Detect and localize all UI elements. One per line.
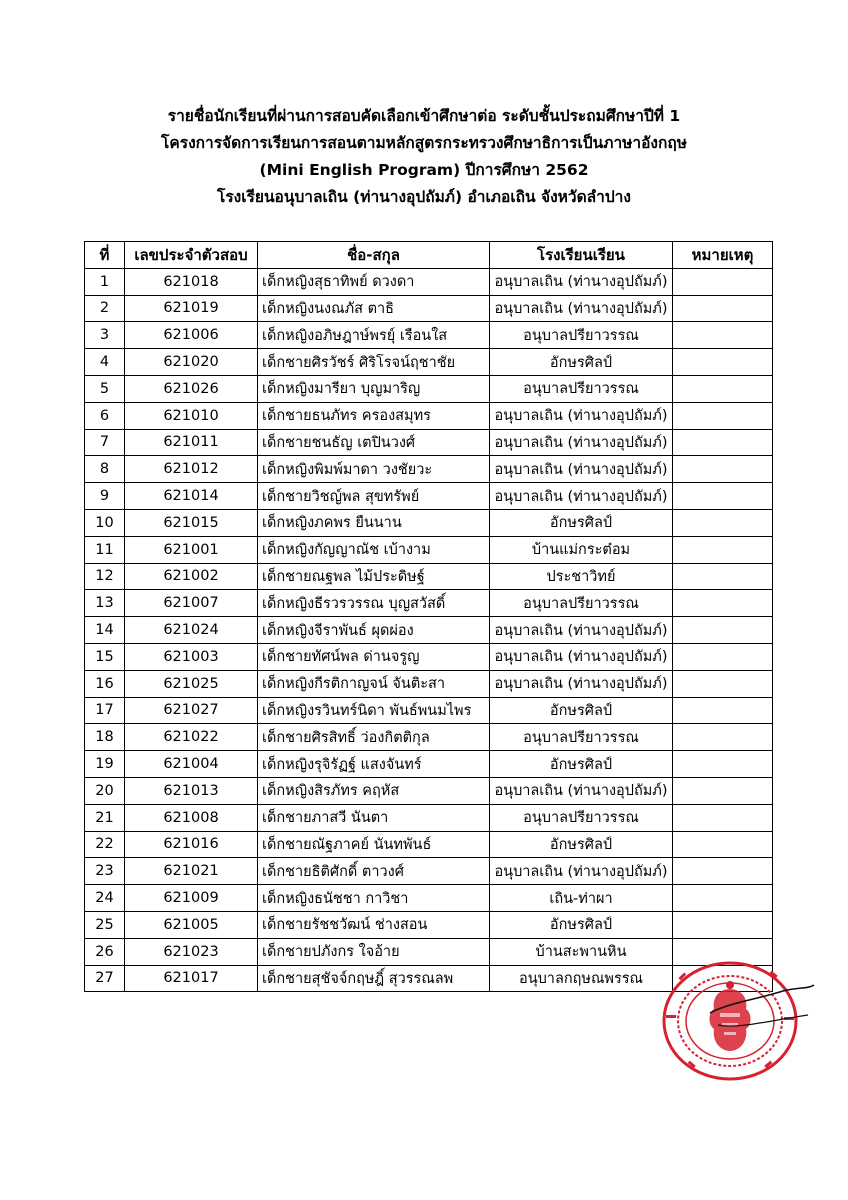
col-header-no: ที่	[85, 242, 125, 269]
row-exam-id: 621013	[125, 777, 258, 804]
table-row	[85, 911, 773, 938]
row-school: อนุบาลเถิน (ท่านางอุปถัมภ์)	[490, 643, 673, 670]
row-student-name: เด็กหญิงธนัชชา กาวิชา	[258, 885, 490, 912]
row-note	[673, 697, 773, 724]
row-number: 26	[85, 938, 125, 965]
row-student-name: เด็กชายภาสวี นันตา	[258, 804, 490, 831]
row-note	[673, 804, 773, 831]
table-row	[85, 456, 773, 483]
row-student-name: เด็กชายณัฐภาคย์ นันทพันธ์	[258, 831, 490, 858]
table-row	[85, 509, 773, 536]
row-student-name: เด็กหญิงสุธาทิพย์ ดวงดา	[258, 268, 490, 295]
row-student-name: เด็กชายศิรสิทธิ์ ว่องกิตติกุล	[258, 724, 490, 751]
row-exam-id: 621020	[125, 349, 258, 376]
row-school: อักษรศิลป์	[490, 911, 673, 938]
row-note	[673, 777, 773, 804]
row-exam-id: 621014	[125, 483, 258, 510]
row-note	[673, 831, 773, 858]
row-school: อนุบาลเถิน (ท่านางอุปถัมภ์)	[490, 402, 673, 429]
row-school: ประชาวิทย์	[490, 563, 673, 590]
row-exam-id: 621021	[125, 858, 258, 885]
seal-image	[658, 955, 818, 1090]
row-number: 24	[85, 885, 125, 912]
row-student-name: เด็กหญิงรวินทร์นิดา พันธ์พนมไพร	[258, 697, 490, 724]
col-header-name: ชื่อ-สกุล	[258, 242, 490, 269]
row-exam-id: 621024	[125, 617, 258, 644]
row-exam-id: 621026	[125, 375, 258, 402]
row-exam-id: 621019	[125, 295, 258, 322]
table-row	[85, 643, 773, 670]
row-exam-id: 621005	[125, 911, 258, 938]
row-number: 9	[85, 483, 125, 510]
row-student-name: เด็กชายทัศน์พล ด่านจรูญ	[258, 643, 490, 670]
row-note	[673, 536, 773, 563]
row-exam-id: 621018	[125, 268, 258, 295]
row-school: อักษรศิลป์	[490, 349, 673, 376]
row-number: 6	[85, 402, 125, 429]
table-row	[85, 429, 773, 456]
row-student-name: เด็กหญิงนงณภัส ตาธิ	[258, 295, 490, 322]
table-body	[85, 268, 773, 992]
table-row	[85, 483, 773, 510]
row-school: อนุบาลเถิน (ท่านางอุปถัมภ์)	[490, 858, 673, 885]
row-exam-id: 621008	[125, 804, 258, 831]
table-row	[85, 885, 773, 912]
row-number: 13	[85, 590, 125, 617]
row-number: 1	[85, 268, 125, 295]
row-number: 11	[85, 536, 125, 563]
table-row	[85, 670, 773, 697]
row-school: อนุบาลปรียาวรรณ	[490, 804, 673, 831]
row-note	[673, 643, 773, 670]
row-exam-id: 621004	[125, 751, 258, 778]
row-number: 10	[85, 509, 125, 536]
row-student-name: เด็กหญิงธีรวรวรรณ บุญสวัสดิ์	[258, 590, 490, 617]
row-school: อนุบาลปรียาวรรณ	[490, 590, 673, 617]
row-note	[673, 590, 773, 617]
row-school: บ้านสะพานหิน	[490, 938, 673, 965]
row-student-name: เด็กหญิงสิรภัทร คฤหัส	[258, 777, 490, 804]
col-header-exam-id: เลขประจำตัวสอบ	[125, 242, 258, 269]
row-school: อนุบาลเถิน (ท่านางอุปถัมภ์)	[490, 617, 673, 644]
row-school: อักษรศิลป์	[490, 751, 673, 778]
row-student-name: เด็กชายสุชัจจ์กฤษฎิ์ สุวรรณลพ	[258, 965, 490, 992]
row-school: อักษรศิลป์	[490, 509, 673, 536]
row-note	[673, 911, 773, 938]
row-number: 15	[85, 643, 125, 670]
row-exam-id: 621001	[125, 536, 258, 563]
table-row	[85, 536, 773, 563]
row-number: 23	[85, 858, 125, 885]
row-student-name: เด็กชายรัชชวัฒน์ ช่างสอน	[258, 911, 490, 938]
row-exam-id: 621025	[125, 670, 258, 697]
student-roster-table	[84, 241, 773, 992]
row-student-name: เด็กหญิงจีราพันธ์ ผุดผ่อง	[258, 617, 490, 644]
row-student-name: เด็กหญิงกีรติกาญจน์ จันติะสา	[258, 670, 490, 697]
row-school: อนุบาลกฤษณพรรณ	[490, 965, 673, 992]
row-note	[673, 322, 773, 349]
row-school: อักษรศิลป์	[490, 697, 673, 724]
table-row	[85, 268, 773, 295]
table-row	[85, 295, 773, 322]
table-row	[85, 697, 773, 724]
row-number: 5	[85, 375, 125, 402]
col-header-school: โรงเรียนเรียน	[490, 242, 673, 269]
table-row	[85, 563, 773, 590]
title-line-1: รายชื่อนักเรียนที่ผ่านการสอบคัดเลือกเข้าศึกษาต่อ ระดับชั้นประถมศึกษาปีที่ 1	[167, 107, 681, 125]
row-note	[673, 402, 773, 429]
table-row	[85, 349, 773, 376]
row-note	[673, 509, 773, 536]
row-number: 20	[85, 777, 125, 804]
table-row	[85, 322, 773, 349]
row-school: อนุบาลปรียาวรรณ	[490, 375, 673, 402]
table-header	[85, 242, 773, 269]
row-note	[673, 858, 773, 885]
row-exam-id: 621022	[125, 724, 258, 751]
row-note	[673, 295, 773, 322]
row-school: บ้านแม่กระต๋อม	[490, 536, 673, 563]
row-student-name: เด็กชายธนภัทร ครองสมุทร	[258, 402, 490, 429]
row-student-name: เด็กชายธิติศักดิ์ ตาวงศ์	[258, 858, 490, 885]
row-student-name: เด็กหญิงรุจิรัฏฐ์ แสงจันทร์	[258, 751, 490, 778]
school-seal-stamp	[658, 955, 818, 1090]
row-note	[673, 268, 773, 295]
row-exam-id: 621016	[125, 831, 258, 858]
row-exam-id: 621015	[125, 509, 258, 536]
row-student-name: เด็กชายชนธัญ เตปินวงศ์	[258, 429, 490, 456]
table-row	[85, 724, 773, 751]
row-exam-id: 621009	[125, 885, 258, 912]
row-number: 21	[85, 804, 125, 831]
table-row	[85, 617, 773, 644]
table-row	[85, 590, 773, 617]
row-note	[673, 483, 773, 510]
row-note	[673, 349, 773, 376]
row-note	[673, 429, 773, 456]
table-row	[85, 751, 773, 778]
row-number: 22	[85, 831, 125, 858]
row-school: อนุบาลเถิน (ท่านางอุปถัมภ์)	[490, 483, 673, 510]
row-exam-id: 621002	[125, 563, 258, 590]
title-line-4: โรงเรียนอนุบาลเถิน (ท่านางอุปถัมภ์) อำเภอเถิน จังหวัดลำปาง	[217, 188, 631, 206]
row-student-name: เด็กหญิงพิมพ์มาดา วงชัยวะ	[258, 456, 490, 483]
row-number: 14	[85, 617, 125, 644]
row-exam-id: 621011	[125, 429, 258, 456]
row-number: 4	[85, 349, 125, 376]
row-exam-id: 621007	[125, 590, 258, 617]
row-student-name: เด็กชายวิชญ์พล สุขทรัพย์	[258, 483, 490, 510]
row-school: อักษรศิลป์	[490, 831, 673, 858]
row-number: 8	[85, 456, 125, 483]
row-school: เถิน-ท่าผา	[490, 885, 673, 912]
document-header	[0, 103, 848, 211]
row-school: อนุบาลเถิน (ท่านางอุปถัมภ์)	[490, 268, 673, 295]
row-student-name: เด็กหญิงมารียา บุญมาริญ	[258, 375, 490, 402]
row-student-name: เด็กหญิงอภิษฎาษ์พรยุ์ เรือนใส	[258, 322, 490, 349]
row-student-name: เด็กชายปภังกร ใจอ้าย	[258, 938, 490, 965]
row-school: อนุบาลเถิน (ท่านางอุปถัมภ์)	[490, 295, 673, 322]
row-exam-id: 621010	[125, 402, 258, 429]
row-note	[673, 885, 773, 912]
row-school: อนุบาลเถิน (ท่านางอุปถัมภ์)	[490, 670, 673, 697]
table-row	[85, 858, 773, 885]
table-row	[85, 777, 773, 804]
row-student-name: เด็กชายศิรวัชร์ ศิริโรจน์ฤชาชัย	[258, 349, 490, 376]
row-number: 18	[85, 724, 125, 751]
row-number: 3	[85, 322, 125, 349]
table-row	[85, 402, 773, 429]
row-exam-id: 621003	[125, 643, 258, 670]
title-line-3: (Mini English Program) ปีการศึกษา 2562	[259, 161, 589, 179]
row-note	[673, 724, 773, 751]
row-number: 7	[85, 429, 125, 456]
row-school: อนุบาลปรียาวรรณ	[490, 322, 673, 349]
row-note	[673, 617, 773, 644]
row-note	[673, 670, 773, 697]
col-header-note: หมายเหตุ	[673, 242, 773, 269]
title-line-2: โครงการจัดการเรียนการสอนตามหลักสูตรกระทรวงศึกษาธิการเป็นภาษาอังกฤษ	[161, 134, 687, 152]
row-exam-id: 621023	[125, 938, 258, 965]
row-school: อนุบาลปรียาวรรณ	[490, 724, 673, 751]
table-row	[85, 831, 773, 858]
row-number: 17	[85, 697, 125, 724]
table-row	[85, 804, 773, 831]
row-student-name: เด็กหญิงภคพร ยืนนาน	[258, 509, 490, 536]
row-note	[673, 563, 773, 590]
row-number: 2	[85, 295, 125, 322]
row-student-name: เด็กหญิงกัญญาณัช เบ้างาม	[258, 536, 490, 563]
row-number: 12	[85, 563, 125, 590]
row-number: 19	[85, 751, 125, 778]
row-exam-id: 621027	[125, 697, 258, 724]
row-note	[673, 375, 773, 402]
row-exam-id: 621012	[125, 456, 258, 483]
row-school: อนุบาลเถิน (ท่านางอุปถัมภ์)	[490, 777, 673, 804]
header-row	[85, 242, 773, 269]
row-exam-id: 621017	[125, 965, 258, 992]
table-row	[85, 375, 773, 402]
row-school: อนุบาลเถิน (ท่านางอุปถัมภ์)	[490, 429, 673, 456]
row-student-name: เด็กชายณฐพล ไม้ประดิษฐ์	[258, 563, 490, 590]
row-note	[673, 751, 773, 778]
row-note	[673, 456, 773, 483]
row-number: 16	[85, 670, 125, 697]
row-exam-id: 621006	[125, 322, 258, 349]
row-number: 27	[85, 965, 125, 992]
row-school: อนุบาลเถิน (ท่านางอุปถัมภ์)	[490, 456, 673, 483]
row-number: 25	[85, 911, 125, 938]
